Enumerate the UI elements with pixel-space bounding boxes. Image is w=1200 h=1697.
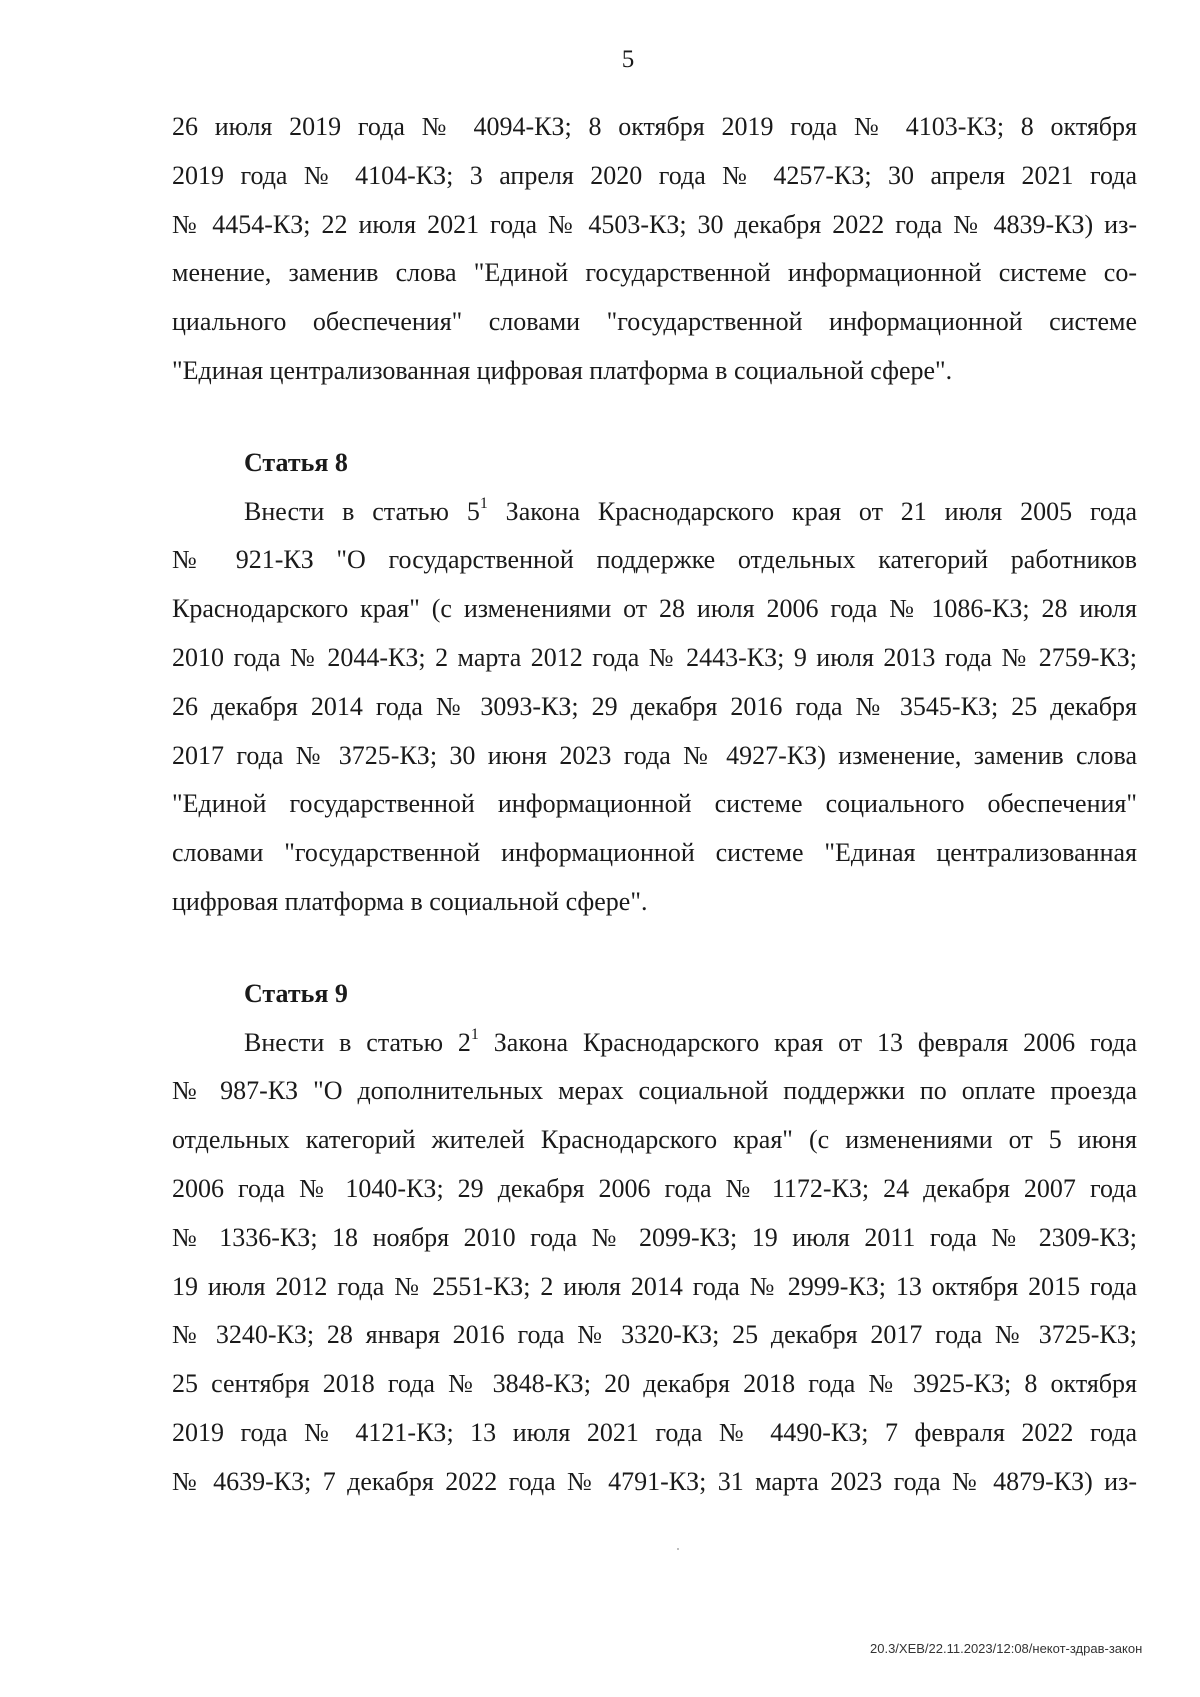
text-line: № 3240-КЗ; 28 января 2016 года № 3320-КЗ; 25 декабря 2017 года № 3725-КЗ; — [172, 1320, 1137, 1350]
text-line: цифровая платформа в социальной сфере". — [172, 886, 648, 916]
page-number: 5 — [621, 46, 635, 73]
article-8-paragraph — [172, 488, 1137, 927]
intro-paragraph — [172, 103, 1137, 396]
text-line: циального обеспечения" словами "государственной информационной системе — [172, 307, 1137, 337]
text-line: 2017 года № 3725-КЗ; 30 июня 2023 года № 4927-КЗ) изменение, заменив слова — [172, 740, 1137, 770]
text-line: Внести в статью $2^1$ Закона Краснодарского края от 13 февраля 2006 года — [244, 1025, 1137, 1057]
text-line: 2019 года № 4121-КЗ; 13 июля 2021 года № 4490-КЗ; 7 февраля 2022 года — [172, 1417, 1137, 1447]
document-body — [172, 103, 1137, 1507]
text-line: "Единой государственной информационной системе социального обеспечения" — [172, 789, 1137, 819]
text-line: отдельных категорий жителей Краснодарского края" (с изменениями от 5 июня — [172, 1125, 1137, 1155]
text-line: № 987-КЗ "О дополнительных мерах социальной поддержки по оплате проезда — [172, 1076, 1137, 1106]
text-line: 19 июля 2012 года № 2551-КЗ; 2 июля 2014 года № 2999-КЗ; 13 октября 2015 года — [172, 1271, 1137, 1301]
text-line: 2019 года № 4104-КЗ; 3 апреля 2020 года № 4257-КЗ; 30 апреля 2021 года — [172, 160, 1137, 190]
text-line: № 4639-КЗ; 7 декабря 2022 года № 4791-КЗ; 31 марта 2023 года № 4879-КЗ) из- — [172, 1466, 1137, 1496]
text-line: № 1336-КЗ; 18 ноября 2010 года № 2099-КЗ; 19 июля 2011 года № 2309-КЗ; — [172, 1222, 1137, 1252]
text-line: 26 декабря 2014 года № 3093-КЗ; 29 декабря 2016 года № 3545-КЗ; 25 декабря — [172, 691, 1137, 721]
text-line: 2010 года № 2044-КЗ; 2 марта 2012 года № 2443-КЗ; 9 июля 2013 года № 2759-КЗ; — [172, 642, 1137, 672]
text-line: № 921-КЗ "О государственной поддержке отдельных категорий работников — [172, 545, 1137, 575]
document-footer-code: 20.3/ХЕВ/22.11.2023/12:08/некот-здрав-закон — [870, 1641, 1143, 1656]
article-9-heading: Статья 9 — [244, 978, 348, 1008]
text-line: менение, заменив слова "Единой государственной информационной системе со- — [172, 258, 1137, 288]
text-line: Краснодарского края" (с изменениями от 28 июля 2006 года № 1086-КЗ; 28 июля — [172, 594, 1137, 624]
text-line: 25 сентября 2018 года № 3848-КЗ; 20 декабря 2018 года № 3925-КЗ; 8 октября — [172, 1369, 1137, 1399]
text-line: словами "государственной информационной системе "Единая централизованная — [172, 838, 1137, 868]
scan-speck — [677, 1548, 679, 1550]
text-line: 26 июля 2019 года № 4094-КЗ; 8 октября 2019 года № 4103-КЗ; 8 октября — [172, 112, 1137, 141]
text-line: Внести в статью $5^1$ Закона Краснодарского края от 21 июля 2005 года — [244, 494, 1137, 526]
article-8-heading: Статья 8 — [244, 447, 348, 477]
article-9-paragraph — [172, 1019, 1137, 1507]
text-line: № 4454-КЗ; 22 июля 2021 года № 4503-КЗ; 30 декабря 2022 года № 4839-КЗ) из- — [172, 209, 1137, 239]
text-line: "Единая централизованная цифровая платформа в социальной сфере". — [172, 355, 953, 385]
text-line: 2006 года № 1040-КЗ; 29 декабря 2006 года № 1172-КЗ; 24 декабря 2007 года — [172, 1173, 1137, 1203]
